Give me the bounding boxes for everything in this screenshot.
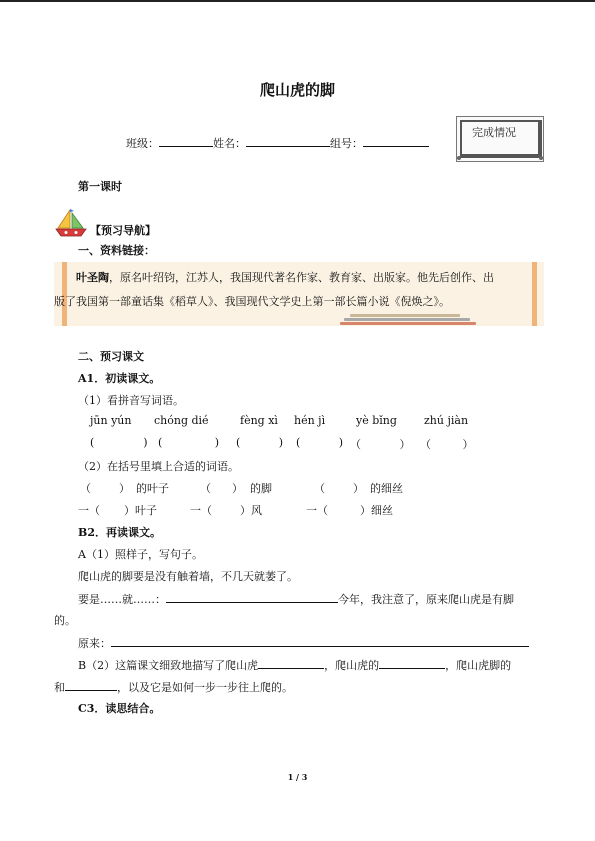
pattern-blank[interactable] [166,590,338,603]
b2-a-q1: A（1）照样子，写句子。 [78,548,203,561]
pattern-tail: 今年，我注意了，原来爬山虎是有脚 [338,593,514,606]
group-label: 组号： [330,137,363,150]
fill-row2-prefix-1: 一（ [78,504,100,517]
fill-blank-1[interactable]: （ ） [80,482,130,495]
pattern-label: 要是……就……： [78,593,166,606]
pattern-tail-2: 的。 [54,614,76,627]
pinyin-1: jūn yún [90,414,132,427]
pinyin-3: fèng xì [240,414,278,427]
author-text-line2: 版了我国第一部童话集《稻草人》、我国现代文学史上第一部长篇小说《倪焕之》。 [54,295,450,308]
a1-q2: （2）在括号里填上合适的词语。 [78,460,239,473]
section-resource-link: 一、资料链接： [78,244,155,257]
stamp-dot [457,156,461,160]
books-decoration [340,314,480,326]
a1-letter: A [78,372,87,385]
example-sentence: 爬山虎的脚要是没有触着墙，不几天就萎了。 [78,570,298,583]
name-label: 姓名： [213,137,246,150]
lesson-heading: 第一课时 [78,180,122,193]
pinyin-5: yè bǐng [356,414,397,427]
pinyin-6: zhú jiàn [424,414,469,427]
completion-stamp [456,116,544,162]
b-q2-line [78,656,511,673]
c3-heading [78,700,160,716]
section-preview-text: 二、预习课文 [78,350,144,363]
preview-heading: 【预习导航】 [90,224,156,237]
b-q2-e: ，以及它是如何一步一步往上爬的。 [117,681,293,694]
a1-q1: （1）看拼音写词语。 [78,394,184,407]
header-fields [126,134,429,151]
pinyin-2: chóng dié [154,414,209,427]
top-rule [0,0,595,2]
fill-word-2: 的脚 [250,482,272,495]
fill-row2-word-2: ）风 [240,504,262,517]
b-q2-b: ，爬山虎的 [324,659,380,672]
fill-row2-word-1: ）叶子 [124,504,157,517]
b2-heading [78,524,161,540]
b2-letter: B [78,526,88,539]
b2-label: 2．再读课文。 [87,526,161,539]
class-field[interactable] [159,134,213,147]
answer-bracket-5[interactable]: （ ） [350,438,411,451]
fill-blank-2[interactable]: （ ） [200,482,243,495]
answer-bracket-6[interactable]: （ ） [420,438,474,451]
fill-row2-word-3: ）细丝 [360,504,393,517]
author-info-text [54,266,536,314]
fill-word-3: 的细丝 [370,482,403,495]
page-title: 爬山虎的脚 [259,81,335,99]
yuanlai-label: 原来： [78,637,111,650]
a1-label: 1．初读课文。 [86,372,161,385]
stamp-dot [539,156,543,160]
sailboat-icon [54,208,88,238]
box-left-bar [62,262,67,326]
fill-word-1: 的叶子 [136,482,169,495]
b-q2-blank-1[interactable] [258,656,324,669]
name-field[interactable] [246,134,330,147]
class-label: 班级： [126,137,159,150]
b-q2-c: ，爬山虎脚的 [445,659,512,672]
b-q2-d: 和 [54,681,65,694]
fill-blank-3[interactable]: （ ） [314,482,364,495]
author-text-line1: ，原名叶绍钧，江苏人，我国现代著名作家、教育家、出版家。他先后创作、出 [109,271,494,284]
answer-bracket-2[interactable]: ( ) [158,436,220,449]
c3-label: 3．读思结合。 [86,702,161,715]
answer-bracket-1[interactable]: ( ) [90,436,148,449]
pinyin-4: hén jì [294,414,326,427]
pattern-line [78,590,514,607]
b-q2-line2 [54,678,293,695]
author-name: 叶圣陶 [76,271,109,284]
b-q2-blank-3[interactable] [65,678,117,691]
page-number: 1 / 3 [287,772,308,782]
yuanlai-line [78,634,529,651]
stamp-text: 完成情况 [472,126,516,139]
b-q2-a: B（2）这篇课文细致地描写了爬山虎 [78,659,259,672]
fill-row2-prefix-2: 一（ [190,504,212,517]
group-field[interactable] [363,134,429,147]
answer-bracket-4[interactable]: ( ) [296,436,344,449]
yuanlai-blank[interactable] [111,634,529,647]
a1-heading [78,370,160,386]
fill-row2-prefix-3: 一（ [306,504,328,517]
b-q2-blank-2[interactable] [379,656,445,669]
answer-bracket-3[interactable]: ( ) [236,436,284,449]
c3-letter: C [78,702,87,715]
